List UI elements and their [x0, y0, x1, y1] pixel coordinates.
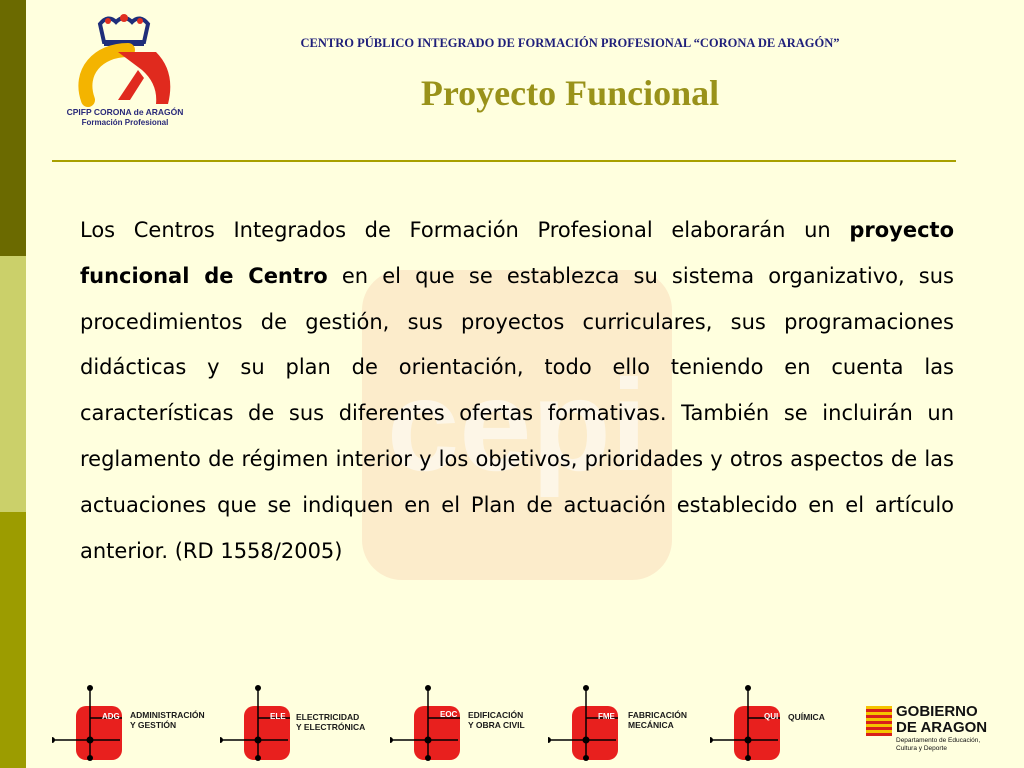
family-name-line2: Y GESTIÓN: [130, 720, 177, 730]
sidebar-segment-light: [0, 256, 26, 512]
family-code: ELE: [270, 712, 286, 721]
family-symbol-icon: [548, 684, 618, 762]
logo-caption-line1: CPIFP CORONA de ARAGÓN: [66, 107, 184, 117]
aragon-flag-icon: [866, 706, 892, 736]
sidebar-segment-olive: [0, 512, 26, 768]
family-code: EOC: [440, 710, 458, 719]
sidebar-segment-dark: [0, 0, 26, 256]
gobierno-line1: GOBIERNO: [896, 703, 978, 720]
family-symbol-icon: [710, 684, 780, 762]
family-badge-ele: [220, 684, 390, 762]
family-name-line1: QUÍMICA: [788, 712, 825, 722]
family-name-line2: Y OBRA CIVIL: [468, 720, 525, 730]
school-name-header: CENTRO PÚBLICO INTEGRADO DE FORMACIÓN PROFESIONAL “CORONA DE ARAGÓN”: [300, 36, 840, 50]
family-symbol-icon: [220, 684, 290, 762]
family-badge-fme: [548, 684, 718, 762]
family-name-line2: MECÁNICA: [628, 720, 674, 730]
family-badge-eoc: [390, 684, 560, 762]
body-bold-phrase: proyecto funcional de Centro: [80, 218, 954, 288]
gobierno-department-line1: Departamento de Educación,: [896, 737, 981, 744]
slide-title: Proyecto Funcional: [420, 73, 720, 113]
family-name-line1: ELECTRICIDAD: [296, 712, 360, 722]
family-badge-adg: [52, 684, 222, 762]
gobierno-line2: DE ARAGON: [896, 719, 988, 736]
family-name-line1: ADMINISTRACIÓN: [130, 710, 205, 720]
family-symbol-icon: [52, 684, 122, 762]
crown-icon: [100, 14, 148, 46]
gobierno-department-line2: Cultura y Deporte: [896, 745, 947, 752]
family-code: QUI: [764, 712, 779, 721]
title-divider: [52, 160, 956, 162]
body-paragraph: [80, 208, 954, 574]
gobierno-aragon-logo: [866, 704, 1006, 754]
body-intro: Los Centros Integrados de Formación Profesional elaborarán un: [80, 218, 850, 242]
family-code: ADG: [102, 712, 120, 721]
family-badge-qui: [710, 684, 860, 762]
family-symbol-icon: [390, 684, 460, 762]
logo-caption: [58, 107, 192, 128]
family-name-line2: Y ELECTRÓNICA: [296, 722, 366, 732]
body-rest: en el que se establezca su sistema organizativo, sus procedimientos de gestión, sus proyectos curriculares, sus programaciones didácticas y su plan de orientación, todo ello teniendo en cuenta las características de sus diferentes ofertas formativas. También se incluirán un reglamento de régimen interior y los objetivos, prioridades y otros aspectos de las actuaciones que se indiquen en el Plan de actuación establecido en el artículo anterior. (RD 1558/2005): [80, 263, 954, 563]
gobierno-department: [896, 737, 980, 753]
logo-caption-line2: Formación Profesional: [81, 118, 169, 127]
left-sidebar: [0, 0, 26, 768]
svg-text:cepi: cepi: [386, 352, 648, 498]
family-name-line1: EDIFICACIÓN: [468, 710, 524, 720]
family-name-line1: FABRICACIÓN: [628, 710, 688, 720]
family-code: FME: [598, 712, 615, 721]
